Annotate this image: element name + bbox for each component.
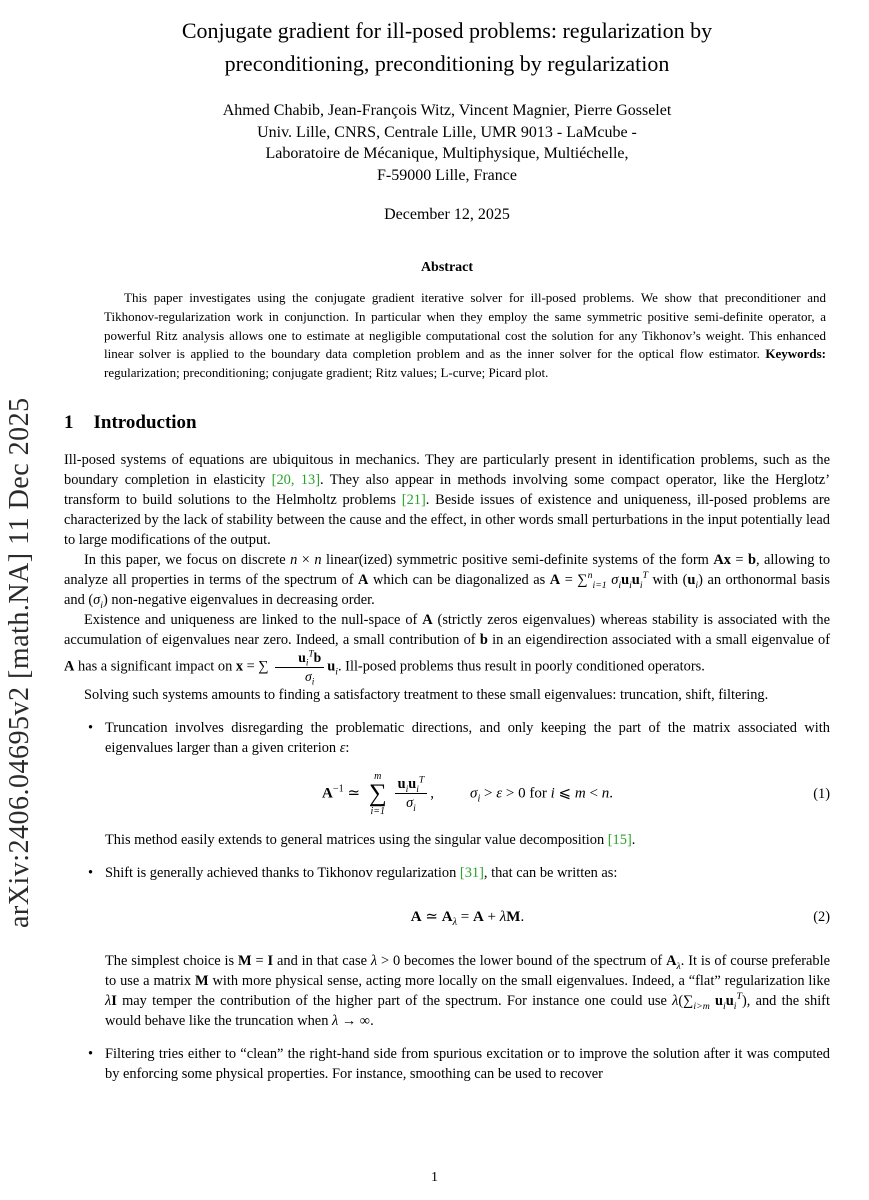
bullet-text: • Shift is generally achieved thanks to Tikhonov regularization [31], that can be written as: <box>105 864 618 881</box>
bullet-text: • Filtering tries either to “clean” the right-hand side from spurious excitation or to improve the solution after it was computed by enforcing some physical properties. For instance, smoothing can be used to recover <box>105 1045 830 1082</box>
section-heading <box>64 412 830 434</box>
equation-2-number: (2) <box>813 908 830 925</box>
abstract-heading: Abstract <box>420 260 474 276</box>
citation-link[interactable]: [20, 13] <box>271 472 320 489</box>
section-title: Introduction <box>93 412 197 434</box>
equation-2-body: A ≃ $A_\lambda = A + \lambda M$. <box>410 908 525 928</box>
citation-link[interactable]: [21] <box>401 492 426 509</box>
authors: Ahmed Chabib, Jean-François Witz, Vincent Magnier, Pierre Gosselet <box>222 102 672 119</box>
equation-1-body: $A^{-1}$ ≃ m ∑ i=1 $\frac{u_iu_i^T}{\sigma_i}$ , $\sigma_i > \varepsilon > 0$ for i ⩽ m < n. <box>322 770 613 817</box>
intro-paragraph-1: Ill-posed systems of equations are ubiquitous in mechanics. They are particularly present in identification problems, such as the boundary completion in elasticity [20, 13]. They also appear in methods involving some compact operator, like the Herglotz’ transform to build solutions to the Helmholtz problems [21]. Beside issues of existence and uniqueness, ill-posed problems are characterized by the lack of stability between the cause and the effect, in other words small perturbations in the input potentially lead to large modifications of the output. <box>64 452 830 549</box>
citation-link[interactable]: [31] <box>459 864 484 881</box>
citation-link[interactable]: [15] <box>607 831 632 848</box>
affiliation-line: Laboratoire de Mécanique, Multiphysique, Multiéchelle, <box>265 145 629 163</box>
fraction: $\frac{u_i^Tb}{\sigma_i}$ <box>275 650 324 684</box>
equation-1-number: (1) <box>813 785 830 802</box>
affiliation-line: Univ. Lille, CNRS, Centrale Lille, UMR 9013 - LaMcube - <box>257 123 637 141</box>
fraction: $\frac{u_iu_i^T}{\sigma_i}$ <box>395 776 428 812</box>
paper-date: December 12, 2025 <box>384 206 510 224</box>
affiliation-line: F-59000 Lille, France <box>377 166 517 184</box>
list-item-truncation <box>64 718 830 850</box>
sum-operator: m ∑ i=1 <box>368 770 387 817</box>
paper-content <box>64 0 830 1084</box>
section-number: 1 <box>64 412 74 434</box>
bullet-text: • Truncation involves disregarding the problematic directions, and only keeping the part of the matrix associated with eigenvalues larger than a given criterion ε: <box>105 719 830 756</box>
paper-title: Conjugate gradient for ill-posed problems: regularization by preconditioning, preconditioning by regularization <box>181 18 713 76</box>
list-item-filtering <box>64 1044 830 1084</box>
equation-1 <box>105 771 830 817</box>
equation-2 <box>105 896 830 938</box>
abstract-text: This paper investigates using the conjugate gradient iterative solver for ill-posed problems. We show that preconditioner and Tikhonov-regularization work in conjunction. In particular when they employ the same symmetric positive semi-definite operator, a powerful Ritz analysis allows one to estimate at negligible computational cost the solution for any Tikhonov’s weight. This enhanced linear solver is applied to the boundary data completion problem and as the inner solver for the optical flow estimator. Keywords: regularization; preconditioning; conjugate gradient; Ritz values; L-curve; Picard plot. <box>104 290 826 380</box>
intro-paragraph-2: In this paper, we focus on discrete n × n linear(ized) symmetric positive semi-definite systems of the form Ax = b, allowing to analyze all properties in terms of the spectrum of A which can be diagonalized as A = ∑$^n_{i=1}$ $\sigma_iu_iu_i^T$ with $(u_i)$ an orthonormal basis and $(\sigma_i)$ non-negative eigenvalues in decreasing order. <box>64 552 831 612</box>
intro-paragraph-3: Existence and uniqueness are linked to the null-space of A (strictly zeros eigenvalues) whereas stability is associated with the accumulation of eigenvalues near zero. Indeed, a small contribution of b in an eigendirection associated with a small eigenvalue of A has a significant impact on x = ∑ $\frac{u_i^Tb}{\sigma_i}$ $u_i$. Ill-posed problems thus result in poorly conditioned operators. <box>64 612 830 688</box>
page-number: 1 <box>431 1170 438 1185</box>
abstract-block <box>64 260 830 382</box>
intro-paragraph-4: Solving such systems amounts to finding a satisfactory treatment to these small eigenvalues: truncation, shift, filtering. <box>84 686 769 703</box>
bullet-text: This method easily extends to general matrices using the singular value decomposition [15]. <box>105 831 636 848</box>
methods-list <box>64 718 830 1084</box>
bullet-text: The simplest choice is M = I and in that case λ > 0 becomes the lower bound of the spectrum of $A_\lambda$. It is of course preferable to use a matrix M with more physical sense, acting more locally on the small eigenvalues. Indeed, a “flat” regularization like λI may temper the contribution of the higher part of the spectrum. For instance one could use $\lambda(\sum_{i>m}$ $u_iu_i^T$), and the shift would behave like the truncation when λ → ∞. <box>105 952 831 1029</box>
arxiv-stamp: arXiv:2406.04695v2 [math.NA] 11 Dec 2025 <box>4 397 35 928</box>
list-item-shift <box>64 863 830 1031</box>
